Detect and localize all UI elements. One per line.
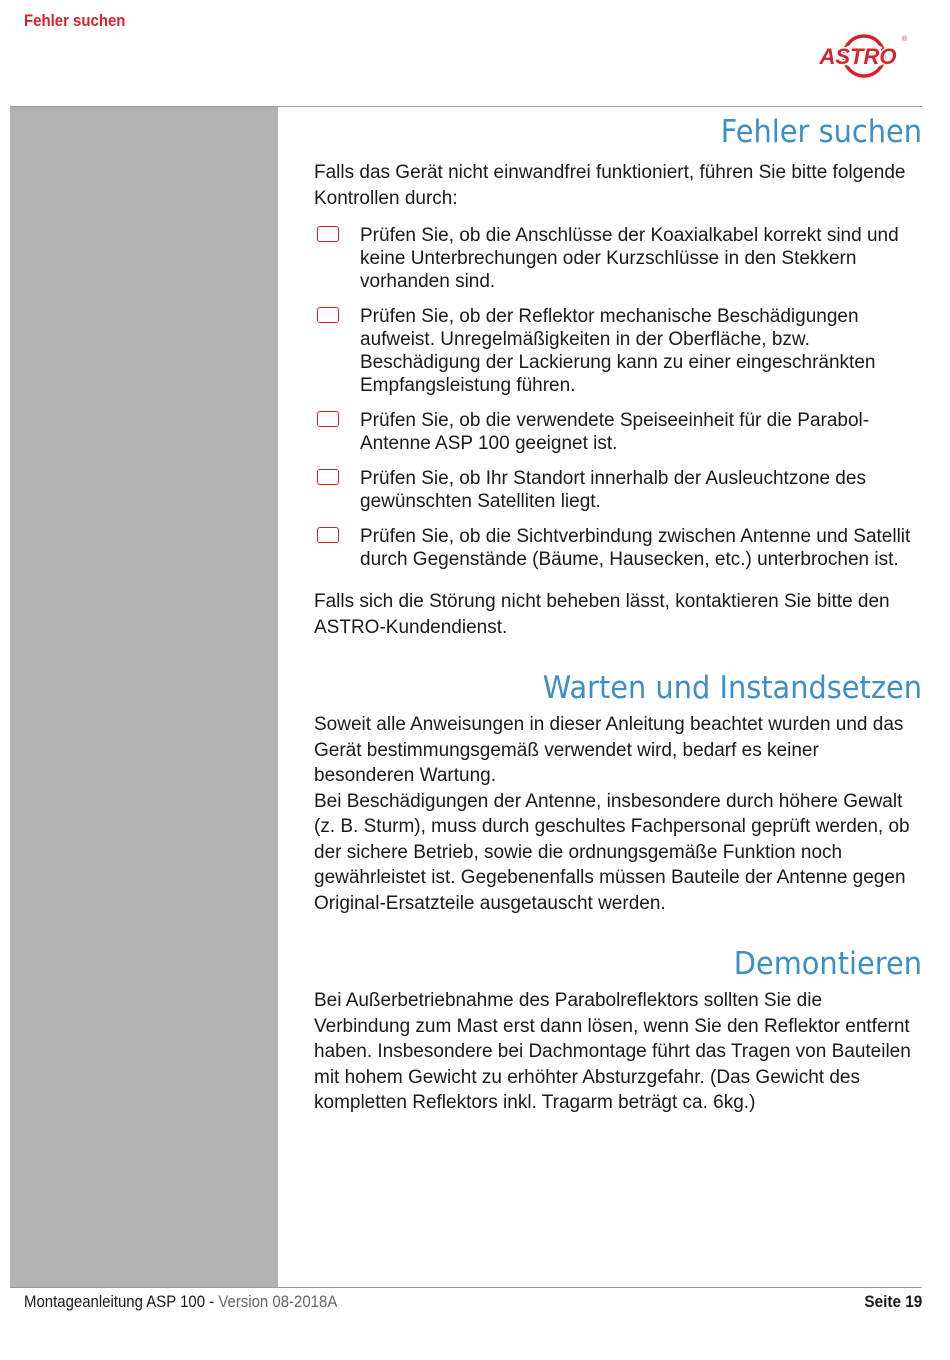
footer-page-number: Seite 19 [864,1292,922,1311]
checklist-item [314,305,922,397]
section-heading: Demontieren [733,946,922,982]
checklist-item [314,467,922,513]
maintenance-paragraph-1: Soweit alle Anweisungen in dieser Anleitung beachtet wurden und das Gerät bestimmungsgemäß verwendet wird, bedarf es keiner besonderen Wartung. [314,714,904,786]
checklist-item-text: Prüfen Sie, ob Ihr Standort innerhalb der Ausleuchtzone des gewünschten Satelliten liegt. [360,468,866,512]
section-maintenance [314,666,922,916]
checklist-item [314,525,922,571]
checklist-item-text: Prüfen Sie, ob die Anschlüsse der Koaxialkabel korrekt sind und keine Unterbrechungen oder Kurzschlüsse in den Stekkern vorhanden sind. [360,225,899,292]
maintenance-paragraph-2: Bei Beschädigungen der Antenne, insbesondere durch höhere Gewalt (z. B. Sturm), muss durch geschultes Fachpersonal geprüft werden, ob der sichere Betrieb, sowie die ordnungsgemäße Funktion noch gewährleistet ist. Gegebenenfalls müssen Bauteile der Antenne gegen Original-Ersatzteile ausgetauscht werden. [314,790,910,914]
dismantling-paragraph: Bei Außerbetriebnahme des Parabolreflektors sollten Sie die Verbindung zum Mast erst dann lösen, wenn Sie den Reflektor entfernt haben. Insbesondere bei Dachmontage führt das Tragen von Bauteilen mit hohem Gewicht zu erhöhter Absturzgefahr. (Das Gewicht des kompletten Reflektors inkl. Tragarm beträgt ca. 6kg.) [314,990,911,1113]
checklist-item-text: Prüfen Sie, ob die Sichtverbindung zwischen Antenne und Satellit durch Gegenstände (Bäume, Hausecken, etc.) unterbrochen ist. [360,526,911,570]
footer-document-info [24,1292,337,1312]
footer-divider [10,1287,922,1288]
running-header-title: Fehler suchen [24,11,126,30]
checklist [314,224,922,571]
checklist-item-text: Prüfen Sie, ob der Reflektor mechanische Beschädigungen aufweist. Unregelmäßigkeiten in der Oberfläche, bzw. Beschädigung der Lackierung kann zu einer eingeschränkten Empfangsleistung führen. [360,306,876,396]
section-dismantling [314,942,922,1116]
footer-doc-title: Montageanleitung ASP 100 - [24,1292,219,1311]
checklist-item-text: Prüfen Sie, ob die verwendete Speiseeinheit für die Parabol-Antenne ASP 100 geeignet ist. [360,410,870,454]
checklist-item [314,409,922,455]
checklist-item [314,224,922,293]
checkbox-icon [317,469,339,485]
section-troubleshooting [314,110,922,640]
astro-logo [812,32,908,82]
checkbox-icon [317,527,339,543]
intro-paragraph: Falls das Gerät nicht einwandfrei funktioniert, führen Sie bitte folgende Kontrollen durch: [314,162,906,209]
checkbox-icon [317,307,339,323]
checkbox-icon [317,226,339,242]
section-heading: Fehler suchen [720,114,922,150]
outro-paragraph: Falls sich die Störung nicht beheben lässt, kontaktieren Sie bitte den ASTRO-Kundendienst. [314,591,890,638]
sidebar-panel [10,107,278,1287]
logo-text: ASTRO [819,44,897,69]
main-content [314,110,922,1116]
footer-version: Version 08-2018A [218,1292,338,1311]
section-heading: Warten und Instandsetzen [542,670,922,706]
astro-logo-mark [812,32,908,82]
logo-registered-mark: ® [902,36,908,43]
checkbox-icon [317,411,339,427]
